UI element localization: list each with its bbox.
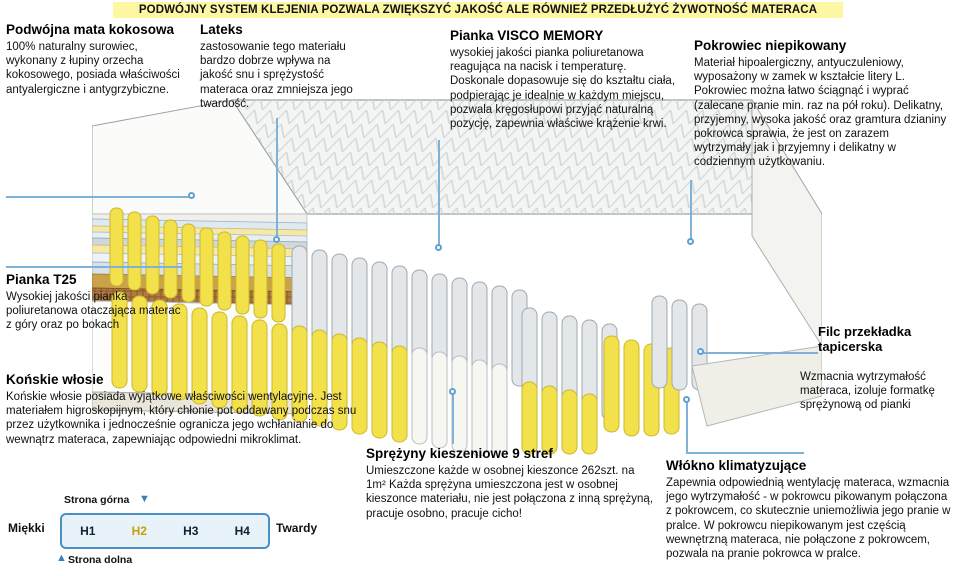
callout-konskie-title: Końskie włosie — [6, 372, 104, 387]
top-banner-text: PODWÓJNY SYSTEM KLEJENIA POZWALA ZWIĘKSZYĆ JAKOŚĆ ALE RÓWNIEŻ PRZEDŁUŻYĆ ŻYWOTNOŚĆ MATERACA — [138, 4, 818, 16]
top-banner — [113, 2, 843, 18]
callout-kokos — [6, 22, 186, 97]
callout-wlokno — [666, 458, 952, 561]
leader-line-sprezyny-v — [452, 392, 454, 444]
leader-line-wlokno-v — [686, 400, 688, 454]
callout-wzmacnia-body: Wzmacnia wytrzymałość materaca, izoluje formatkę sprężynową od pianki — [800, 371, 935, 412]
callout-visco — [450, 28, 678, 131]
scale-top-label: Strona górna — [64, 494, 130, 506]
firmness-levels[interactable] — [60, 513, 270, 549]
callout-lateks — [200, 22, 365, 111]
scale-left-label: Miękki — [8, 521, 45, 535]
leader-dot-visco — [435, 244, 442, 251]
callout-sprezyny — [366, 446, 656, 521]
callout-t25 — [6, 272, 186, 333]
leader-dot-lateks — [273, 236, 280, 243]
callout-visco-title: Pianka VISCO MEMORY — [450, 28, 604, 43]
firmness-level-h4[interactable]: H4 — [234, 524, 250, 538]
leader-line-visco-v — [438, 140, 440, 248]
leader-dot-sprezyny — [449, 388, 456, 395]
callout-kokos-title: Podwójna mata kokosowa — [6, 22, 175, 37]
arrow-down-icon: ▼ — [139, 493, 150, 505]
callout-sprezyny-title: Sprężyny kieszeniowe 9 stref — [366, 446, 553, 461]
leader-dot-kokos — [188, 192, 195, 199]
callout-wlokno-body: Zapewnia odpowiednią wentylację materaca, wzmacnia jego wytrzymałość - w pokrowcu pikowanym połączona z pokrowcem, co skutecznie uniemożliwia jego pranie w pralce. W pokrowcu niepikowanym jest częścią wewnętrzną materaca, nie połączone z pokrowcem, pozwala na pranie pokrowca w pralce. — [666, 477, 951, 561]
callout-t25-body: Wysokiej jakości pianka poliuretanowa otaczająca materac z góry oraz po bokach — [6, 291, 181, 332]
callout-konskie-body: Końskie włosie posiada wyjątkowe właściwości wentylacyjne. Jest materiałem higroskopijnym, który chłonie pot oddawany podczas snu przez użytkownika i jednocześnie ogranicza jego wchłanianie do wewnątrz materaca, zapewniając odpowiedni mikroklimat. — [6, 391, 357, 446]
firmness-level-h1[interactable]: H1 — [80, 524, 96, 538]
callout-pokrowiec-body: Materiał hipoalergiczny, antyuczuleniowy, wyposażony w zamek w kształcie litery L. Pokrowiec można łatwo ściągnąć i wyprać (zalecane pranie min. raz na pół roku). Delikatny, przyjemny, wysoka jakość oraz gramtura dzianiny pokrowca sprawia, że jest on zarazem wytrzymały jak i przyjemny i delikatny w codziennym użytkowaniu. — [694, 57, 947, 169]
leader-line-kokos — [6, 196, 192, 198]
callout-kokos-body: 100% naturalny surowiec, wykonany z łupiny orzecha kokosowego, posiada właściwości antyalergiczne i antygrzybiczne. — [6, 41, 180, 96]
leader-line-filc — [700, 352, 818, 354]
leader-dot-wlokno — [683, 396, 690, 403]
callout-visco-body: wysokiej jakości pianka poliuretanowa reagująca na nacisk i temperaturę. Doskonale dopasowuje się do kształtu ciała, podpierając je idealnie w każdym miejscu, pozwala kręgosłupowi przyjąć naturalną pozycję, zapewnia właściwe krążenie krwi. — [450, 47, 676, 131]
leader-line-pokrowiec-v — [690, 180, 692, 240]
callout-pokrowiec — [694, 38, 947, 170]
callout-sprezyny-body: Umieszczone każde w osobnej kieszonce 262szt. na 1m² Każda sprężyna umieszczona jest w osobnej kieszonce materiału, nie jest połączona z inną sprężyną, pracuje osobno, pracuje cicho! — [366, 465, 654, 520]
leader-dot-filc — [697, 348, 704, 355]
leader-line-wlokno — [686, 452, 804, 454]
callout-wlokno-title: Włókno klimatyzujące — [666, 458, 807, 473]
firmness-scale — [8, 494, 348, 568]
scale-bottom-label: Strona dolna — [68, 554, 133, 566]
callout-t25-title: Pianka T25 — [6, 272, 77, 287]
scale-right-label: Twardy — [276, 521, 318, 535]
callout-lateks-title: Lateks — [200, 22, 243, 37]
leader-line-lateks-v — [276, 118, 278, 240]
callout-filc-title: Filc przekładka tapicerska — [818, 324, 912, 354]
callout-konskie-wlosie — [6, 372, 366, 447]
callout-lateks-body: zastosowanie tego materiału bardzo dobrze wpływa na jakość snu i sprężystość materaca oraz zmniejsza jego twardość. — [200, 41, 353, 110]
firmness-level-h2[interactable]: H2 — [131, 524, 147, 538]
leader-line-t25 — [6, 266, 182, 268]
leader-dot-pokrowiec — [687, 238, 694, 245]
callout-wzmacnia — [800, 370, 952, 413]
callout-pokrowiec-title: Pokrowiec niepikowany — [694, 38, 847, 53]
arrow-up-icon: ▲ — [56, 552, 67, 564]
callout-filc — [818, 324, 952, 357]
firmness-level-h3[interactable]: H3 — [183, 524, 199, 538]
